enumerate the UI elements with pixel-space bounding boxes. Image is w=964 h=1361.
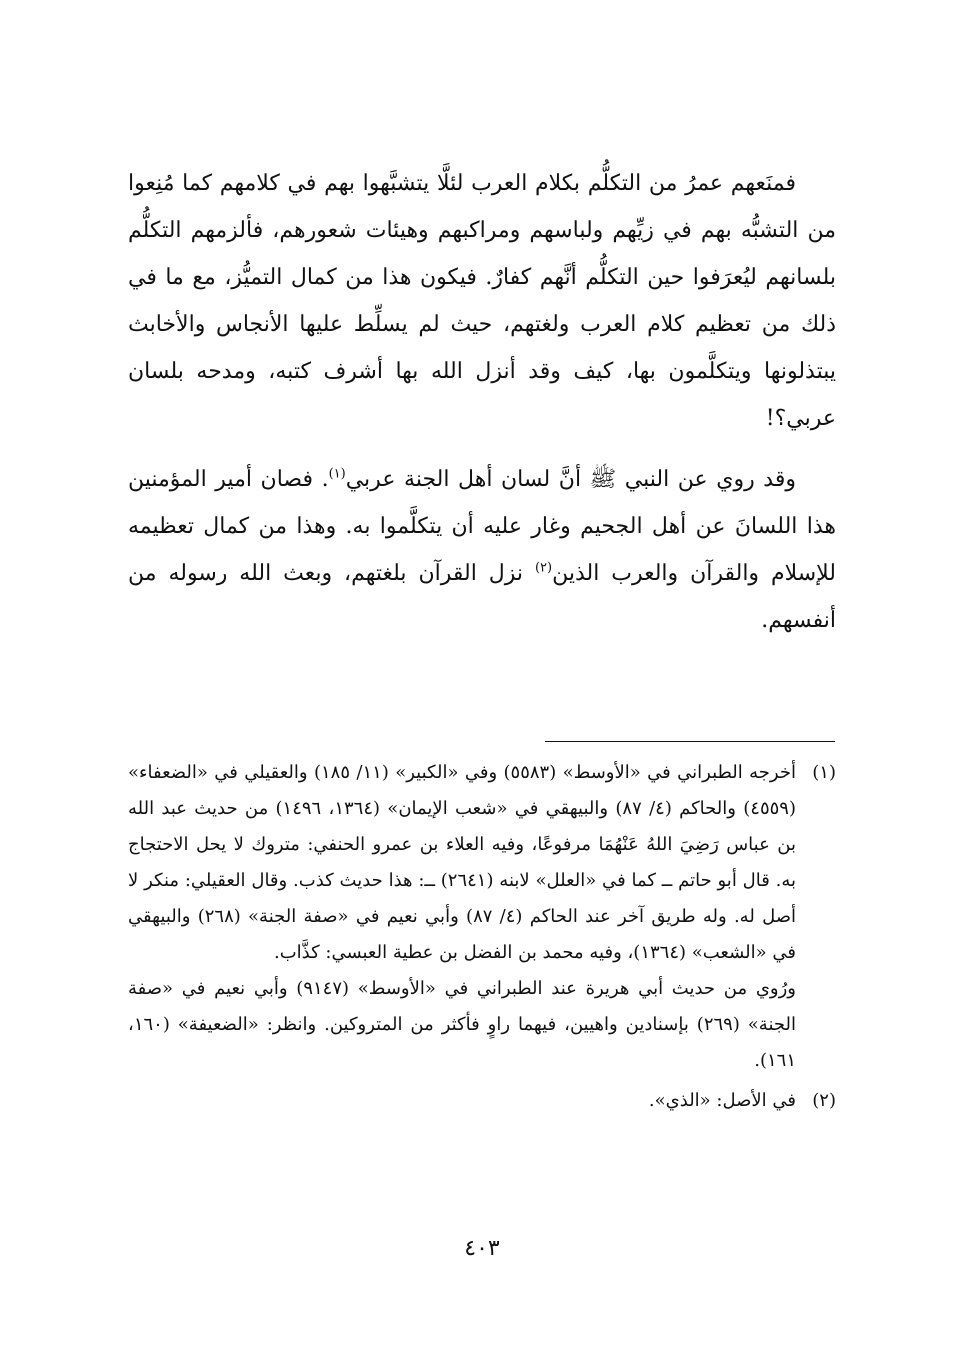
footnote-2 — [128, 1083, 836, 1119]
footnote-2-number: (٢) — [812, 1090, 836, 1111]
main-paragraph-2-text-a: وقد روي عن النبي ﷺ أنَّ لسان أهل الجنة عربي — [345, 467, 796, 492]
main-paragraph-2-text-b: . فصان أمير المؤمنين هذا اللسانَ عن أهل الجحيم وغار عليه أن يتكلَّموا به. وهذا من كمال تعظيمه للإسلام والقرآن والعرب الذين — [128, 467, 836, 586]
footnote-1 — [128, 755, 836, 1079]
footnote-ref-1[interactable]: (١) — [328, 466, 346, 482]
main-paragraph-2-text-c: نزل القرآن بلغتهم، وبعث الله رسوله من أنفسهم. — [128, 561, 836, 633]
main-text — [128, 160, 836, 644]
footnote-2-paragraph-1: في الأصل: «الذي». — [648, 1090, 796, 1111]
footnote-1-paragraph-1: أخرجه الطبراني في «الأوسط» (٥٥٨٣) وفي «الكبير» (١١/ ١٨٥) والعقيلي في «الضعفاء» (٤٥٥٩) والحاكم (٤/ ٨٧) والبيهقي في «شعب الإيمان» (١٣٦٤، ١٤٩٦) من حديث عبد الله بن عباس رَضِيَ اللهُ عَنْهُمَا مرفوعًا، وفيه العلاء بن عمرو الحنفي: متروك لا يحل الاحتجاج به. قال أبو حاتم ــ كما في «العلل» لابنه (٢٦٤١) ــ: هذا حديث كذب. وقال العقيلي: منكر لا أصل له. وله طريق آخر عند الحاكم (٤/ ٨٧) وأبي نعيم في «صفة الجنة» (٢٦٨) والبيهقي في «الشعب» (١٣٦٤)، وفيه محمد بن الفضل بن عطية العبسي: كذَّاب. — [128, 762, 796, 963]
footnotes — [128, 755, 836, 1119]
footnote-separator — [545, 741, 835, 742]
main-paragraph-1-text: فمنَعهم عمرُ من التكلُّم بكلام العرب لئلَّا يتشبَّهوا بهم في كلامهم كما مُنِعوا من التشبُّه بهم في زيِّهم ولباسهم ومراكبهم وهيئات شعورهم، فألزمهم التكلُّم بلسانهم ليُعرَفوا حين التكلُّم أنَّهم كفارٌ. فيكون هذا من كمال التميُّز، مع ما في ذلك من تعظيم كلام العرب ولغتهم، حيث لم يسلِّط عليها الأنجاس والأخابث يبتذلونها ويتكلَّمون بها، كيف وقد أنزل الله بها أشرف كتبه، ومدحه بلسان عربي؟! — [128, 171, 836, 431]
main-paragraph-2 — [128, 456, 836, 644]
footnote-ref-2[interactable]: (٢) — [534, 560, 553, 576]
footnote-1-number: (١) — [812, 762, 836, 783]
footnote-1-paragraph-2: ورُوي من حديث أبي هريرة عند الطبراني في «الأوسط» (٩١٤٧) وأبي نعيم في «صفة الجنة» (٢٦٩) بإسنادين واهيين، فيهما راوٍ فأكثر من المتروكين. وانظر: «الضعيفة» (١٦٠، ١٦١). — [128, 978, 796, 1071]
page-number: ٤٠٣ — [464, 1236, 500, 1261]
main-paragraph-1 — [128, 160, 836, 442]
